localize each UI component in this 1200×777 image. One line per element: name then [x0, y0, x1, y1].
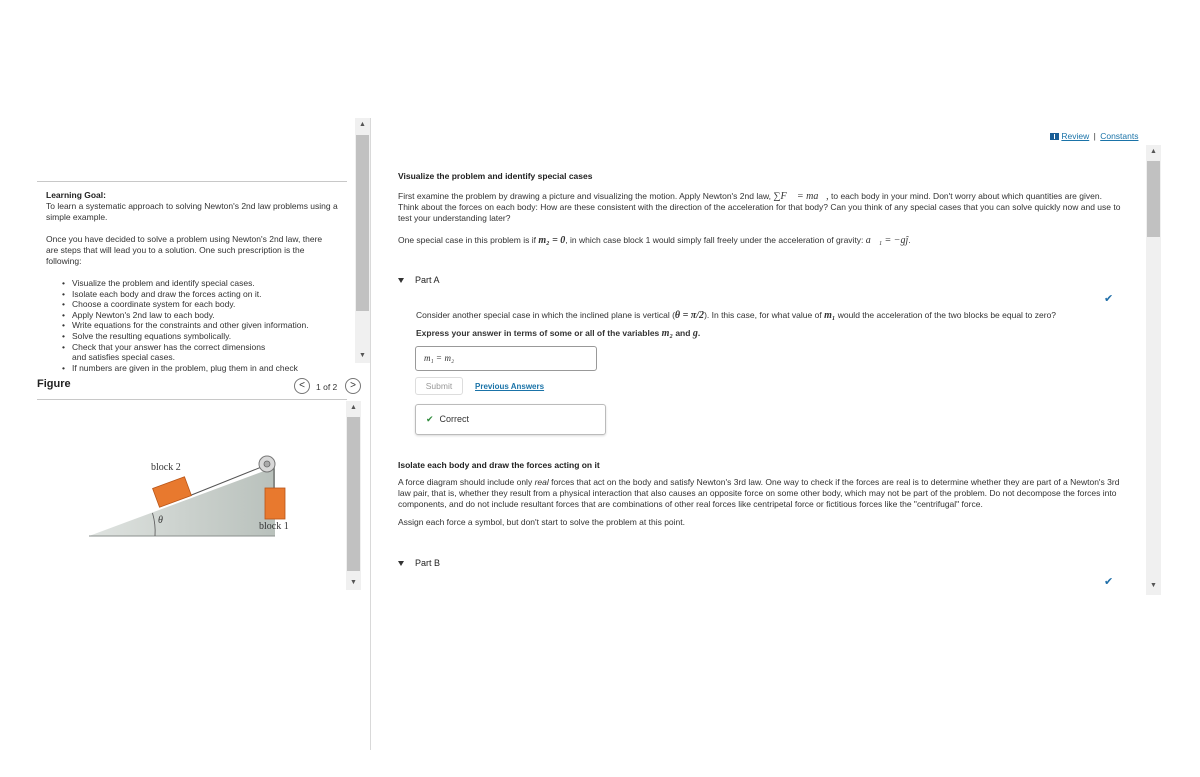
special-case-text-a: One special case in this problem is if — [398, 235, 536, 245]
special-case-text-b: , in which case block 1 would simply fall freely under the acceleration of gravity: — [565, 235, 864, 245]
part-a-question — [416, 310, 1116, 321]
previous-answers-link[interactable]: Previous Answers — [475, 382, 545, 391]
submit-button[interactable]: Submit — [415, 377, 463, 395]
list-item: • Check that your answer has the correct dimensions and satisfies special cases. — [46, 342, 326, 363]
content-scrollbar[interactable] — [1146, 145, 1161, 595]
answer-lhs: m₁ = — [424, 353, 442, 363]
section1-text-b: to each body in your mind. Don't worry about which quantities are given. Think about the forces on each body: How are these consistent with the direction of the acceleration for that body? Can you think of any special cases that you can solve quickly now and use to test your understanding later? — [398, 191, 1121, 223]
review-icon — [1050, 133, 1059, 140]
m2-variable: m₂ — [661, 328, 673, 339]
section-heading-isolate: Isolate each body and draw the forces acting on it — [398, 460, 600, 470]
special-case-paragraph — [398, 235, 1123, 246]
answer-value[interactable]: m₂ — [444, 353, 455, 363]
scrollbar-thumb[interactable] — [356, 135, 369, 311]
correct-check-icon: ✔ — [426, 414, 434, 424]
section2-assign-paragraph: Assign each force a symbol, but don't start to solve the problem at this point. — [398, 517, 685, 527]
part-a-label: Part A — [415, 275, 440, 285]
learning-goal-heading: Learning Goal: — [46, 190, 106, 200]
part-b-complete-check-icon: ✔ — [1104, 576, 1114, 588]
theta-label: θ — [158, 515, 163, 526]
m1-variable: m₁ — [824, 310, 836, 321]
scroll-down-arrow-icon[interactable]: ▼ — [1150, 582, 1157, 589]
section2-text-b: forces that act on the body and satisfy Newton's 3rd law. One way to check if the forces are real is to determine whether they are part of a Newton's 3rd law pair, that is, whether they result from a physical interaction that also causes an opposite force on some other body, which may not be part of the problem. Do not decompose the forces into components, and do not include resultant forces that are combinations of other real forces like centripetal force or fictitious forces like the "centrifugal" force. — [398, 477, 1120, 509]
block-1-label: block 1 — [259, 521, 289, 532]
part-a-header[interactable] — [398, 275, 440, 285]
newton-law-formula: ∑F⃗ = ma⃗, — [773, 191, 829, 202]
pane-divider — [370, 118, 371, 750]
list-item: • Visualize the problem and identify special cases. — [46, 278, 326, 289]
period: . — [908, 235, 911, 245]
list-item: • Solve the resulting equations symbolically. — [46, 331, 326, 342]
scroll-down-arrow-icon[interactable]: ▼ — [359, 352, 366, 359]
scrollbar-thumb[interactable] — [1147, 161, 1160, 237]
review-link[interactable]: Review — [1061, 131, 1090, 141]
scroll-up-arrow-icon[interactable]: ▲ — [350, 404, 357, 411]
block-1 — [265, 488, 285, 519]
answer-field[interactable] — [415, 346, 597, 371]
list-item: • Choose a coordinate system for each body. — [46, 299, 326, 310]
section2-paragraph — [398, 477, 1123, 510]
learning-goal-scrollbar[interactable] — [355, 118, 370, 363]
part-a-instruction — [416, 328, 700, 339]
instruction-text: Express your answer in terms of some or all of the variables — [416, 328, 660, 338]
question-text-a: Consider another special case in which the inclined plane is vertical ( — [416, 310, 675, 320]
correct-status: Correct — [439, 414, 470, 424]
constants-link[interactable]: Constants — [1100, 131, 1139, 141]
figure-scrollbar[interactable] — [346, 401, 361, 590]
scrollbar-thumb[interactable] — [347, 417, 360, 571]
list-item: • Apply Newton's 2nd law to each body. — [46, 310, 326, 321]
figure-title: Figure — [37, 378, 71, 390]
scroll-up-arrow-icon[interactable]: ▲ — [359, 121, 366, 128]
learning-goal-divider — [37, 181, 347, 182]
section1-text-a: First examine the problem by drawing a picture and visualizing the motion. Apply Newton's 2nd law, — [398, 191, 771, 201]
g-variable: g — [692, 328, 698, 339]
list-item: • Isolate each body and draw the forces acting on it. — [46, 289, 326, 300]
learning-goal-intro: To learn a systematic approach to solving Newton's 2nd law problems using a simple example. — [46, 201, 338, 222]
correct-feedback — [415, 404, 606, 435]
real-emphasis: real — [534, 477, 549, 487]
figure-counter: 1 of 2 — [316, 382, 338, 392]
question-text-b: ). In this case, for what value of — [704, 310, 822, 320]
figure-prev-button[interactable]: < — [294, 378, 310, 394]
question-text-c: would the acceleration of the two blocks be equal to zero? — [837, 310, 1057, 320]
learning-goal-paragraph: Once you have decided to solve a problem using Newton's 2nd law, there are steps that will lead you to a solution. One such prescription is the following: — [46, 234, 323, 266]
part-b-header[interactable] — [398, 558, 440, 568]
header-links — [1050, 131, 1139, 141]
figure-divider — [37, 399, 347, 400]
steps-list — [46, 278, 326, 373]
part-a-complete-check-icon: ✔ — [1104, 293, 1114, 305]
instruction-and: and — [675, 328, 691, 338]
collapse-triangle-icon[interactable] — [398, 278, 404, 283]
free-fall-formula: a⃗₁ = −gĵ — [865, 235, 909, 246]
list-item: • Write equations for the constraints and other given information. — [46, 320, 326, 331]
part-b-label: Part B — [415, 558, 441, 568]
learning-goal-panel — [46, 190, 341, 373]
scroll-up-arrow-icon[interactable]: ▲ — [1150, 148, 1157, 155]
scroll-down-arrow-icon[interactable]: ▼ — [350, 579, 357, 586]
figure-next-button[interactable]: > — [345, 378, 361, 394]
section2-text-a: A force diagram should include only — [398, 477, 533, 487]
theta-pi-formula: θ = π/2 — [674, 310, 705, 321]
m2-zero-formula: m₂ = 0 — [538, 235, 566, 246]
list-item: • If numbers are given in the problem, plug them in and check — [46, 363, 326, 374]
block-2-label: block 2 — [151, 462, 181, 473]
section1-paragraph — [398, 191, 1123, 224]
link-separator: | — [1093, 131, 1096, 141]
collapse-triangle-icon[interactable] — [398, 561, 404, 566]
period: . — [697, 328, 701, 338]
section-heading-visualize: Visualize the problem and identify special cases — [398, 171, 593, 181]
